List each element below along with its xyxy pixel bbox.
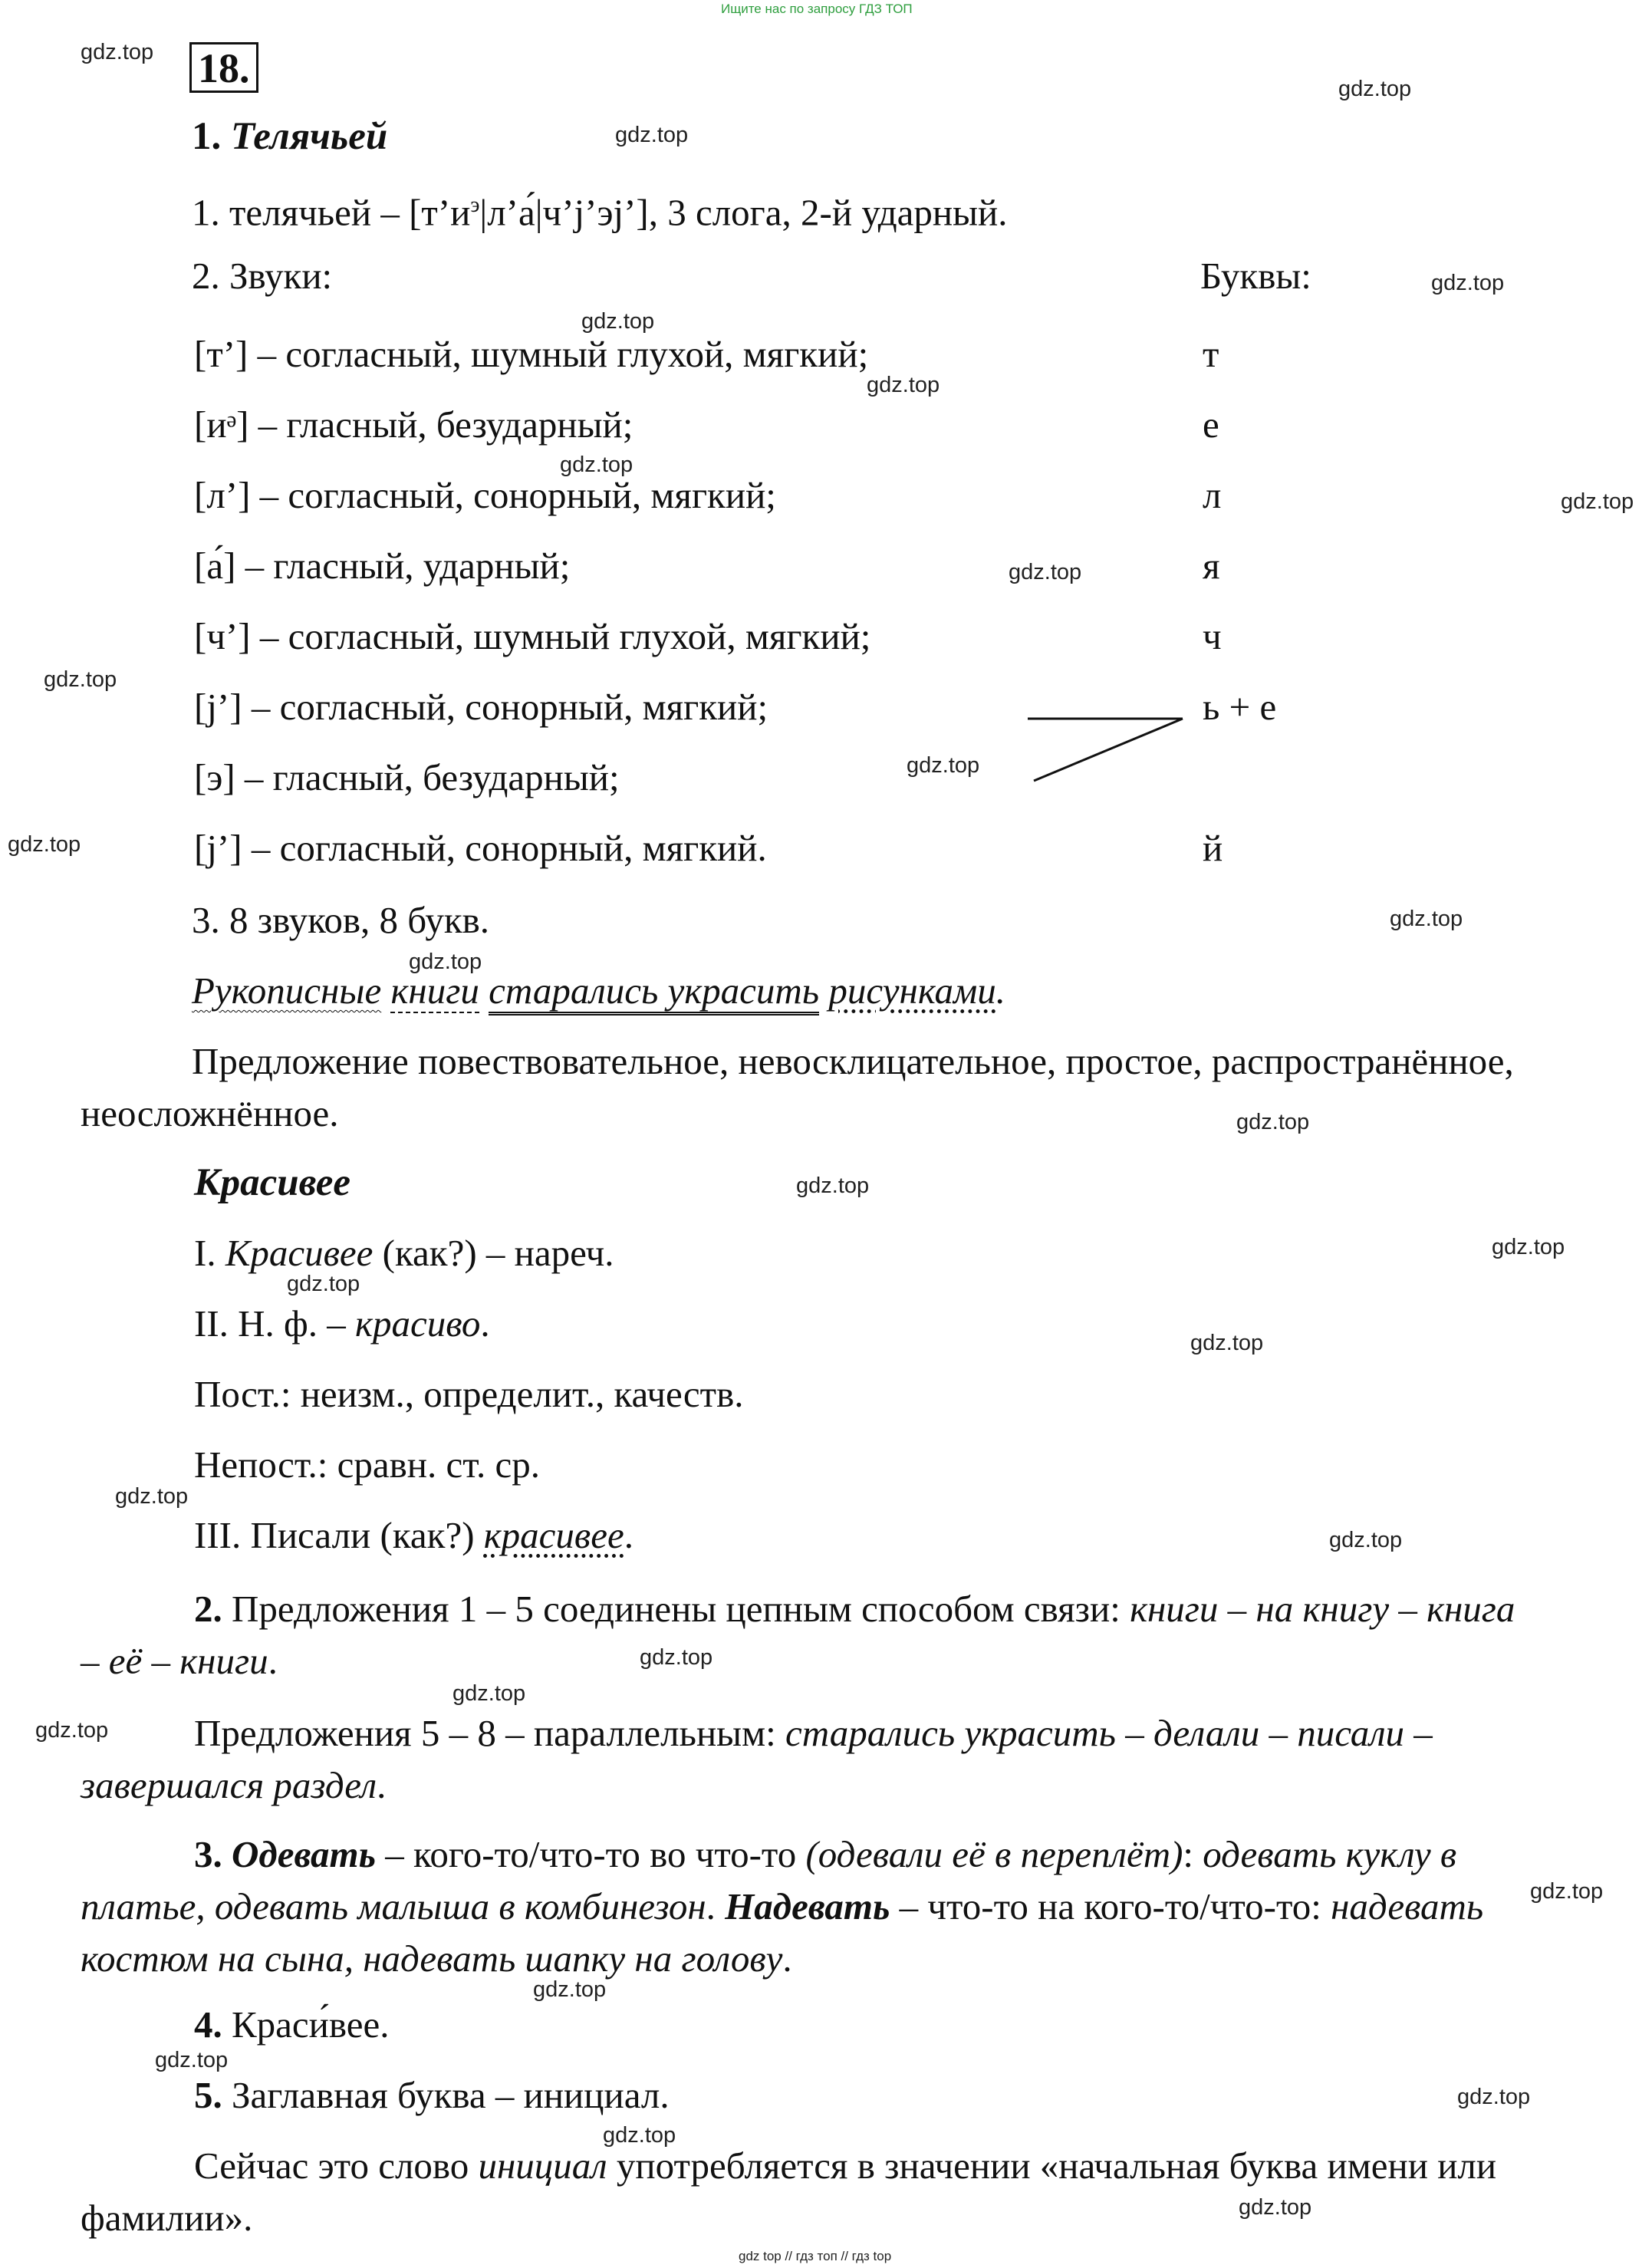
sounds-label: 2. Звуки: — [192, 255, 333, 297]
task-number: 18. — [189, 42, 258, 93]
watermark: gdz.top — [1236, 1110, 1310, 1134]
letter-cell: т — [1203, 333, 1219, 375]
watermark: gdz.top — [581, 309, 655, 334]
connector-line-bottom — [1034, 719, 1183, 781]
watermark: gdz.top — [1492, 1235, 1565, 1259]
sentence-analysis: Предложение повествовательное, невосклицательное, простое, распространённое, неосложнённое. — [81, 1040, 1514, 1134]
watermark: gdz.top — [796, 1174, 870, 1198]
sound-row: [т’] – согласный, шумный глухой, мягкий; — [194, 333, 869, 375]
morph-line-2: II. Н. ф. – красиво. — [194, 1302, 490, 1345]
paragraph-2a: 2. Предложения 1 – 5 соединены цепным способом связи: книги – на книгу – книга – её – книги. — [81, 1588, 1515, 1682]
watermark: gdz.top — [1390, 907, 1463, 931]
paragraph-5a: 5. Заглавная буква – инициал. — [194, 2074, 670, 2116]
paragraph-4: 4. Краси́вее. — [194, 2003, 390, 2046]
sound-row: [j’] – согласный, сонорный, мягкий. — [194, 827, 767, 869]
letters-label: Буквы: — [1200, 255, 1311, 297]
sound-row: [л’] – согласный, сонорный, мягкий; — [194, 474, 776, 516]
sound-row: [э] – гласный, безударный; — [194, 756, 620, 798]
letter-cell: е — [1203, 403, 1219, 446]
letter-cell: й — [1203, 827, 1223, 869]
watermark: gdz.top — [640, 1645, 713, 1670]
morph-line-3: Пост.: неизм., определит., качеств. — [194, 1373, 744, 1415]
watermark: gdz.top — [1239, 2195, 1312, 2220]
watermark: gdz.top — [603, 2123, 676, 2148]
morph-line-1: I. Красивее (как?) – нареч. — [194, 1232, 614, 1274]
header-note: Ищите нас по запросу ГДЗ ТОП — [721, 2, 913, 16]
paragraph-3: 3. Одевать – кого-то/что-то во что-то (одевали её в переплёт): одевать куклу в платье, одевать малыша в комбинезон. Надевать – что-то на кого-то/что-то: надевать костюм на сына, надевать шапку на голову. — [81, 1833, 1484, 1980]
watermark: gdz.top — [35, 1718, 109, 1743]
letter-cell: я — [1203, 545, 1220, 587]
watermark: gdz.top — [1457, 2085, 1531, 2109]
watermark: gdz.top — [560, 453, 633, 477]
sound-letter-summary: 3. 8 звуков, 8 букв. — [192, 899, 490, 941]
watermark: gdz.top — [533, 1977, 607, 2002]
watermark: gdz.top — [1009, 560, 1082, 584]
watermark: gdz.top — [115, 1484, 189, 1509]
sound-row: [а́] – гласный, ударный; — [194, 545, 571, 587]
watermark: gdz.top — [1190, 1331, 1264, 1355]
sound-letter-connector — [1020, 706, 1219, 790]
watermark: gdz.top — [1431, 271, 1505, 295]
watermark: gdz.top — [452, 1681, 526, 1706]
watermark: gdz.top — [409, 950, 482, 974]
watermark: gdz.top — [867, 373, 940, 397]
watermark: gdz.top — [8, 832, 81, 857]
watermark: gdz.top — [155, 2048, 229, 2072]
watermark: gdz.top — [81, 40, 154, 64]
letter-cell: ч — [1203, 615, 1222, 657]
watermark: gdz.top — [615, 123, 689, 147]
watermark: gdz.top — [907, 753, 980, 778]
paragraph-5b: Сейчас это слово инициал употребляется в значении «начальная буква имени или фамилии». — [81, 2145, 1497, 2239]
morph-heading: Красивее — [194, 1161, 351, 1204]
letter-cell: л — [1203, 474, 1222, 516]
letter-cell: ь + е — [1203, 686, 1277, 728]
sound-row: [иᵊ] – гласный, безударный; — [194, 403, 633, 446]
sound-row: [j’] – согласный, сонорный, мягкий; — [194, 686, 768, 728]
watermark: gdz.top — [1338, 77, 1412, 101]
watermark: gdz.top — [44, 667, 117, 692]
morph-line-5: III. Писали (как?) красивее. — [194, 1514, 633, 1556]
transcription-line: 1. телячьей – $[т’и^э|л’а́|ч’j’эj’]$, 3 слога, 2-й ударный. — [192, 191, 1008, 234]
parsed-sentence: Рукописные книги старались украсить рисунками. — [192, 968, 1005, 1014]
sound-row: [ч’] – согласный, шумный глухой, мягкий; — [194, 615, 871, 657]
footer-note: gdz top // гдз топ // гдз top — [739, 2249, 892, 2263]
watermark: gdz.top — [1530, 1879, 1604, 1904]
watermark: gdz.top — [287, 1272, 360, 1296]
section1-heading: 1. Телячьей — [192, 115, 388, 158]
watermark: gdz.top — [1561, 489, 1634, 514]
morph-line-4: Непост.: сравн. ст. ср. — [194, 1443, 541, 1486]
watermark: gdz.top — [1329, 1528, 1403, 1552]
paragraph-2b: Предложения 5 – 8 – параллельным: старались украсить – делали – писали – завершался раздел. — [81, 1712, 1433, 1806]
